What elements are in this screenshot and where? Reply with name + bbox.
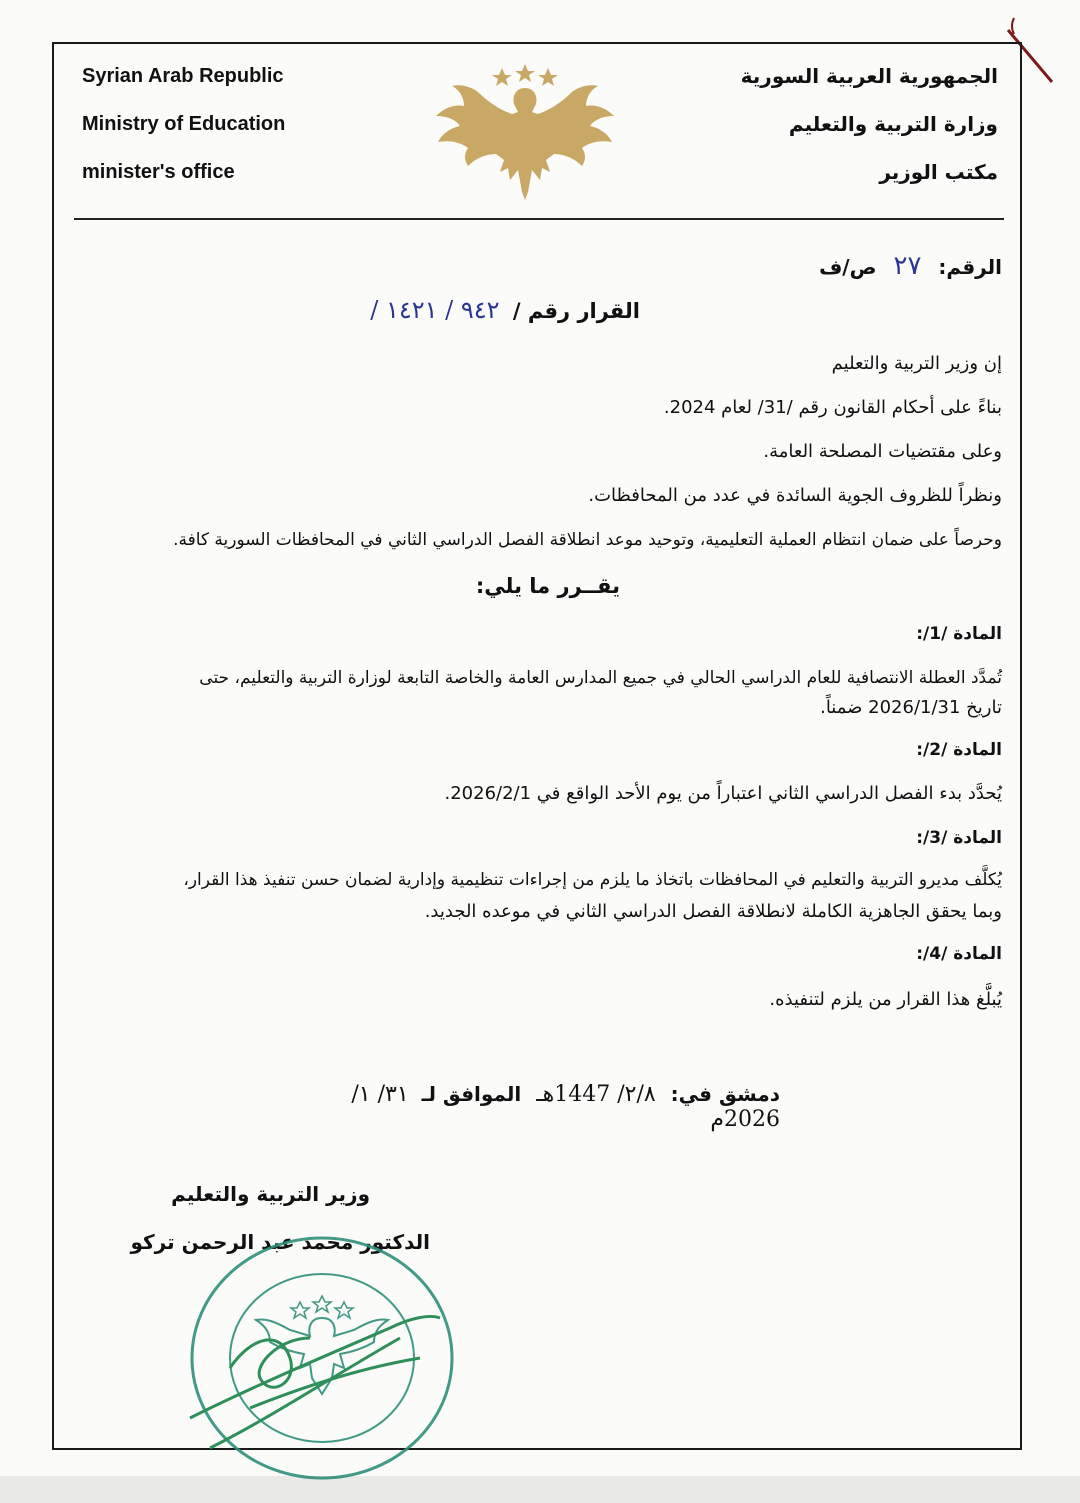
article-text: وبما يحقق الجاهزية الكاملة لانطلاقة الفصل الدراسي الثاني في موعده الجديد. [424,901,1002,922]
article-heading: المادة /2/: [916,740,1002,760]
header-arabic [678,62,998,206]
preamble-line: بناءً على أحكام القانون رقم /31/ لعام 2024. [663,397,1002,418]
preamble-line: ونظراً للظروف الجوية السائدة في عدد من المحافظات. [588,485,1002,506]
header-en-office: minister's office [82,161,235,183]
preamble-line: وحرصاً على ضمان انتظام العملية التعليمية، وتوحيد موعد انطلاقة الفصل الدراسي الثاني في المحافظات السورية كافة. [173,530,1002,550]
reference-handwritten-number: ٢٧ [893,251,922,281]
preamble-line: إن وزير التربية والتعليم [831,353,1002,374]
decision-handwritten-number: ٩٤٢ / ١٤٢١ / [370,296,500,324]
header-divider [74,218,1004,220]
reference-label: الرقم: [938,255,1002,279]
syrian-eagle-emblem [430,60,620,205]
header-ar-country: الجمهورية العربية السورية [740,64,998,88]
official-stamp [170,1218,470,1503]
article-text: يُحدَّد بدء الفصل الدراسي الثاني اعتباراً من يوم الأحد الواقع في 2026/2/1. [444,783,1002,804]
signatory-title: وزير التربية والتعليم [171,1182,370,1206]
date-middle: الموافق لـ [421,1082,522,1106]
reference-number [74,252,1002,281]
header-ar-ministry: وزارة التربية والتعليم [788,112,998,136]
header-en-ministry: Ministry of Education [82,113,286,135]
article-text: تاريخ 2026/1/31 ضمناً. [820,697,1002,718]
date-hijri: ٢/٨/ 1447هـ [536,1082,656,1107]
signatory-name: الدكتور محمد عبد الرحمن تركو [130,1230,430,1254]
header-ar-office: مكتب الوزير [879,160,998,184]
date-prefix: دمشق في: [670,1082,780,1106]
date-line [300,1082,780,1132]
article-text: يُبلَّغ هذا القرار من يلزم لتنفيذه. [769,989,1002,1010]
header-en-country: Syrian Arab Republic [82,65,284,87]
date-gregorian: ٣١/ ١/ 2026م [351,1082,780,1132]
reference-suffix: ص/ف [819,255,877,279]
article-heading: المادة /3/: [916,828,1002,848]
article-heading: المادة /1/: [916,624,1002,644]
article-heading: المادة /4/: [916,944,1002,964]
preamble-line: وعلى مقتضيات المصلحة العامة. [763,441,1002,462]
decision-label: القرار رقم / [512,299,640,323]
header-english [82,62,382,206]
decides-heading: يقــرر ما يلي: [475,574,620,598]
article-text: يُكلَّف مديرو التربية والتعليم في المحافظات باتخاذ ما يلزم من إجراءات تنظيمية وإدارية لضمان حسن تنفيذ هذا القرار، [183,870,1002,890]
article-text: تُمدَّد العطلة الانتصافية للعام الدراسي الحالي في جميع المدارس العامة والخاصة التابعة لوزارة التربية والتعليم، حتى [199,668,1002,688]
decision-number [330,296,640,324]
